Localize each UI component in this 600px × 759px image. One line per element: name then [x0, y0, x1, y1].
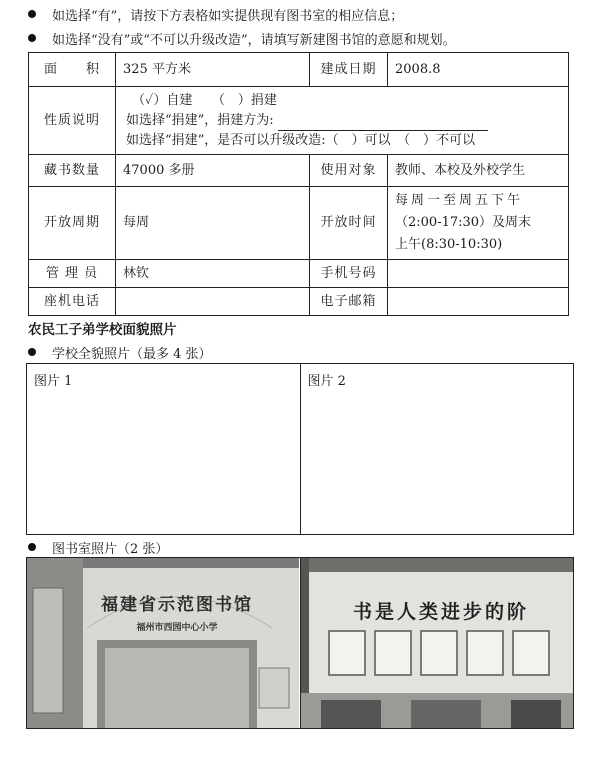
bullet-dot-icon [28, 10, 36, 18]
bullet-instruction-2 [28, 28, 456, 48]
built-date-value: 2008.8 [388, 53, 569, 87]
shelf-block [321, 700, 381, 728]
wall-frame [375, 631, 411, 675]
built-date-label: 建成日期 [310, 53, 388, 87]
shelf-block [511, 700, 561, 728]
bullet-dot-icon [28, 543, 36, 551]
admin-value: 林钦 [116, 260, 310, 288]
library-photo-grid [26, 557, 574, 729]
users-label: 使用对象 [310, 155, 388, 187]
mobile-label: 手机号码 [310, 260, 388, 288]
wall-frame [513, 631, 549, 675]
photo-slot-1[interactable] [27, 364, 300, 534]
wall-frame [329, 631, 365, 675]
school-photos-heading [28, 342, 212, 362]
nature-line-1: （✓）自建 （ ）捐建 [132, 92, 277, 108]
bullet-dot-icon [28, 348, 36, 356]
email-label: 电子邮箱 [310, 288, 388, 316]
table-row [29, 260, 569, 288]
library-sign-title: 福建省示范图书馆 [101, 595, 253, 615]
library-entrance-photo [27, 558, 299, 728]
side-door [33, 588, 63, 713]
open-time-label: 开放时间 [310, 187, 388, 260]
library-sign-school: 福州市西园中心小学 [136, 623, 218, 633]
nature-line-2 [126, 111, 561, 131]
nature-line-3: 如选择“捐建”，是否可以升级改造:（ ）可以 （ ）不可以 [126, 132, 476, 148]
door-panel [105, 648, 249, 728]
bullet-instruction-1 [28, 4, 403, 24]
open-time-line-1: 每周一至周五下午 [395, 193, 524, 208]
interior-ceiling [301, 558, 573, 572]
instruction-text-2: 如选择“没有”或“不可以升级改造”，请填写新建图书馆的意愿和规划。 [52, 32, 456, 48]
nature-cell [116, 87, 569, 155]
open-time-line-3: 上午(8:30-10:30) [395, 237, 503, 252]
bullet-dot-icon [28, 34, 36, 42]
table-row [29, 288, 569, 316]
open-time-line-2: （2:00-17:30）及周末 [395, 215, 532, 230]
wall-frame [421, 631, 457, 675]
admin-label: 管 理 员 [29, 260, 116, 288]
phone-value[interactable] [116, 288, 310, 316]
library-photo-1 [27, 558, 300, 728]
nature-label: 性质说明 [29, 87, 116, 155]
phone-label: 座机电话 [29, 288, 116, 316]
shelf-block [411, 700, 481, 728]
table-row [29, 53, 569, 87]
table-row [29, 187, 569, 260]
open-cycle-label: 开放周期 [29, 187, 116, 260]
open-time-value [388, 187, 569, 260]
library-photos-heading-text: 图书室照片（2 张） [52, 541, 169, 557]
area-value: 325 平方米 [116, 53, 310, 87]
users-value: 教师、本校及外校学生 [388, 155, 569, 187]
photo-slot-2[interactable] [300, 364, 574, 534]
books-label: 藏书数量 [29, 155, 116, 187]
library-interior-photo [301, 558, 573, 728]
photo-caption-1: 图片 1 [34, 374, 73, 389]
section-title: 农民工子弟学校面貌照片 [28, 322, 177, 338]
table-row [29, 87, 569, 155]
school-photos-heading-text: 学校全貌照片（最多 4 张） [52, 346, 212, 362]
wall-slogan: 书是人类进步的阶 [352, 601, 529, 623]
table-row [29, 155, 569, 187]
donor-fill-line[interactable] [278, 116, 488, 131]
instruction-text-1: 如选择“有”，请按下方表格如实提供现有图书室的相应信息； [52, 8, 404, 24]
area-label: 面 积 [29, 53, 116, 87]
library-photo-2 [300, 558, 574, 728]
library-photos-heading [28, 537, 168, 557]
donor-question: 如选择“捐建”，捐建方为: [126, 112, 274, 128]
email-value[interactable] [388, 288, 569, 316]
school-photo-grid [26, 363, 574, 535]
library-info-table [28, 52, 569, 316]
mobile-value[interactable] [388, 260, 569, 288]
books-value: 47000 多册 [116, 155, 310, 187]
wall-notice [259, 668, 289, 708]
open-cycle-value: 每周 [116, 187, 310, 260]
photo-caption-2: 图片 2 [307, 374, 346, 389]
wall-frame [467, 631, 503, 675]
